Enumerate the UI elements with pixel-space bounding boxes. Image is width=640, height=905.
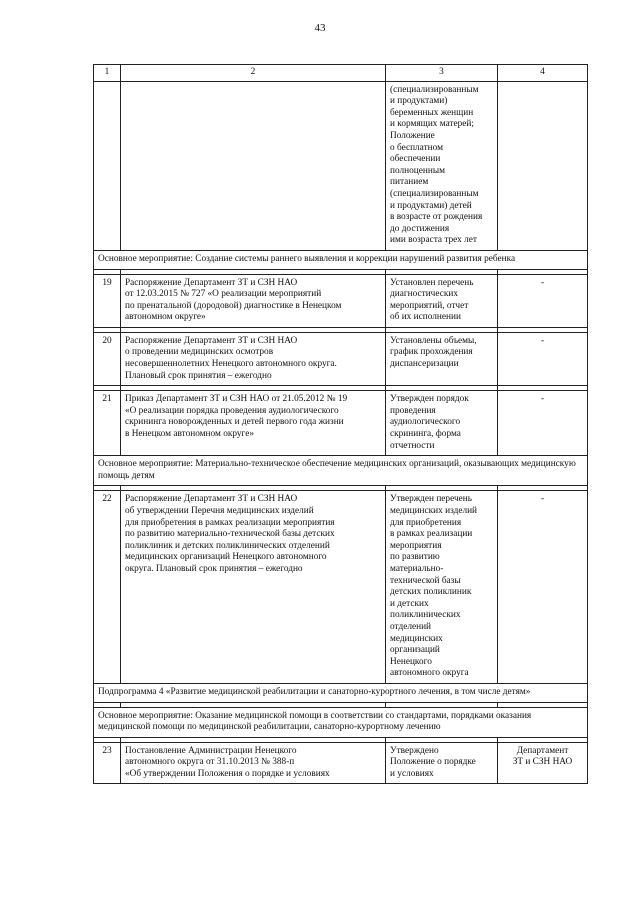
section-row — [94, 456, 588, 486]
table-row — [94, 332, 588, 385]
continuation-row — [94, 81, 588, 250]
row-result: Утвержден порядок проведения аудиологического скрининга, форма отчетности — [386, 391, 498, 456]
row-executor: - — [498, 274, 588, 327]
header-col-1: 1 — [94, 65, 121, 82]
row-document: Распоряжение Департамент ЗТ и СЗН НАО об утверждении Перечня медицинских изделий для приобретения в рамках реализации мероприятия по развитию материально-технической базы детских поликлиник и детских поликлинических отделений медицинских организаций Ненецкого автономного округа. Плановый срок принятия – ежегодно — [121, 491, 386, 684]
row-document: Приказ Департамент ЗТ и СЗН НАО от 21.05.2012 № 19 «О реализации порядка проведения аудиологического скрининга новорожденных и детей первого года жизни в Ненецком автономном округе» — [121, 391, 386, 456]
table-row — [94, 391, 588, 456]
header-col-4: 4 — [498, 65, 588, 82]
row-document: Распоряжение Департамент ЗТ и СЗН НАО о проведении медицинских осмотров несовершеннолетних Ненецкого автономного округа. Плановый срок принятия – ежегодно — [121, 332, 386, 385]
row-number: 20 — [94, 332, 121, 385]
row-number: 23 — [94, 742, 121, 784]
row-result: Утверждено Положение о порядке и условиях — [386, 742, 498, 784]
row-executor: - — [498, 332, 588, 385]
section-row — [94, 250, 588, 269]
row-document: Распоряжение Департамент ЗТ и СЗН НАО от 12.03.2015 № 727 «О реализации мероприятий по пренатальной (дородовой) диагностике в Ненецком автономном округе» — [121, 274, 386, 327]
table-row — [94, 742, 588, 784]
header-col-3: 3 — [386, 65, 498, 82]
row-number: 19 — [94, 274, 121, 327]
row-number: 21 — [94, 391, 121, 456]
continuation-result: (специализированным и продуктами) беременных женщин и кормящих матерей; Положение о бесплатном обеспечении полноценным питанием (специализированным и продуктами) детей в возрасте от рождения до достижения ими возраста трех лет — [386, 81, 498, 250]
section-row — [94, 707, 588, 737]
section-title-2: Основное мероприятие: Материально-техническое обеспечение медицинских организаций, оказывающих медицинскую помощь детям — [94, 456, 588, 486]
row-executor: - — [498, 491, 588, 684]
table-row — [94, 274, 588, 327]
table-header-row — [94, 65, 588, 82]
row-document: Постановление Администрации Ненецкого автономного округа от 31.10.2013 № 388-п «Об утверждении Положения о порядке и условиях — [121, 742, 386, 784]
row-result: Установлен перечень диагностических мероприятий, отчет об их исполнении — [386, 274, 498, 327]
section-title-3: Основное мероприятие: Оказание медицинской помощи в соответствии со стандартами, порядками оказания медицинской помощи по медицинской реабилитации, санаторно-курортному лечению — [94, 707, 588, 737]
header-col-2: 2 — [121, 65, 386, 82]
subprogram-title: Подпрограмма 4 «Развитие медицинской реабилитации и санаторно-курортного лечения, в том числе детям» — [94, 683, 588, 702]
row-executor: Департамент ЗТ и СЗН НАО — [498, 742, 588, 784]
table-row — [94, 491, 588, 684]
row-executor: - — [498, 391, 588, 456]
measures-table — [93, 64, 588, 784]
row-result: Утвержден перечень медицинских изделий для приобретения в рамках реализации мероприятия по развитию материально- технической базы детских поликлиник и детских поликлинических отделений медицинских организаций Ненецкого автономного округа — [386, 491, 498, 684]
row-result: Установлены объемы, график прохождения диспансеризации — [386, 332, 498, 385]
row-number: 22 — [94, 491, 121, 684]
section-title-1: Основное мероприятие: Создание системы раннего выявления и коррекции нарушений развития ребенка — [94, 250, 588, 269]
subprogram-row — [94, 683, 588, 702]
page-number: 43 — [314, 22, 326, 34]
